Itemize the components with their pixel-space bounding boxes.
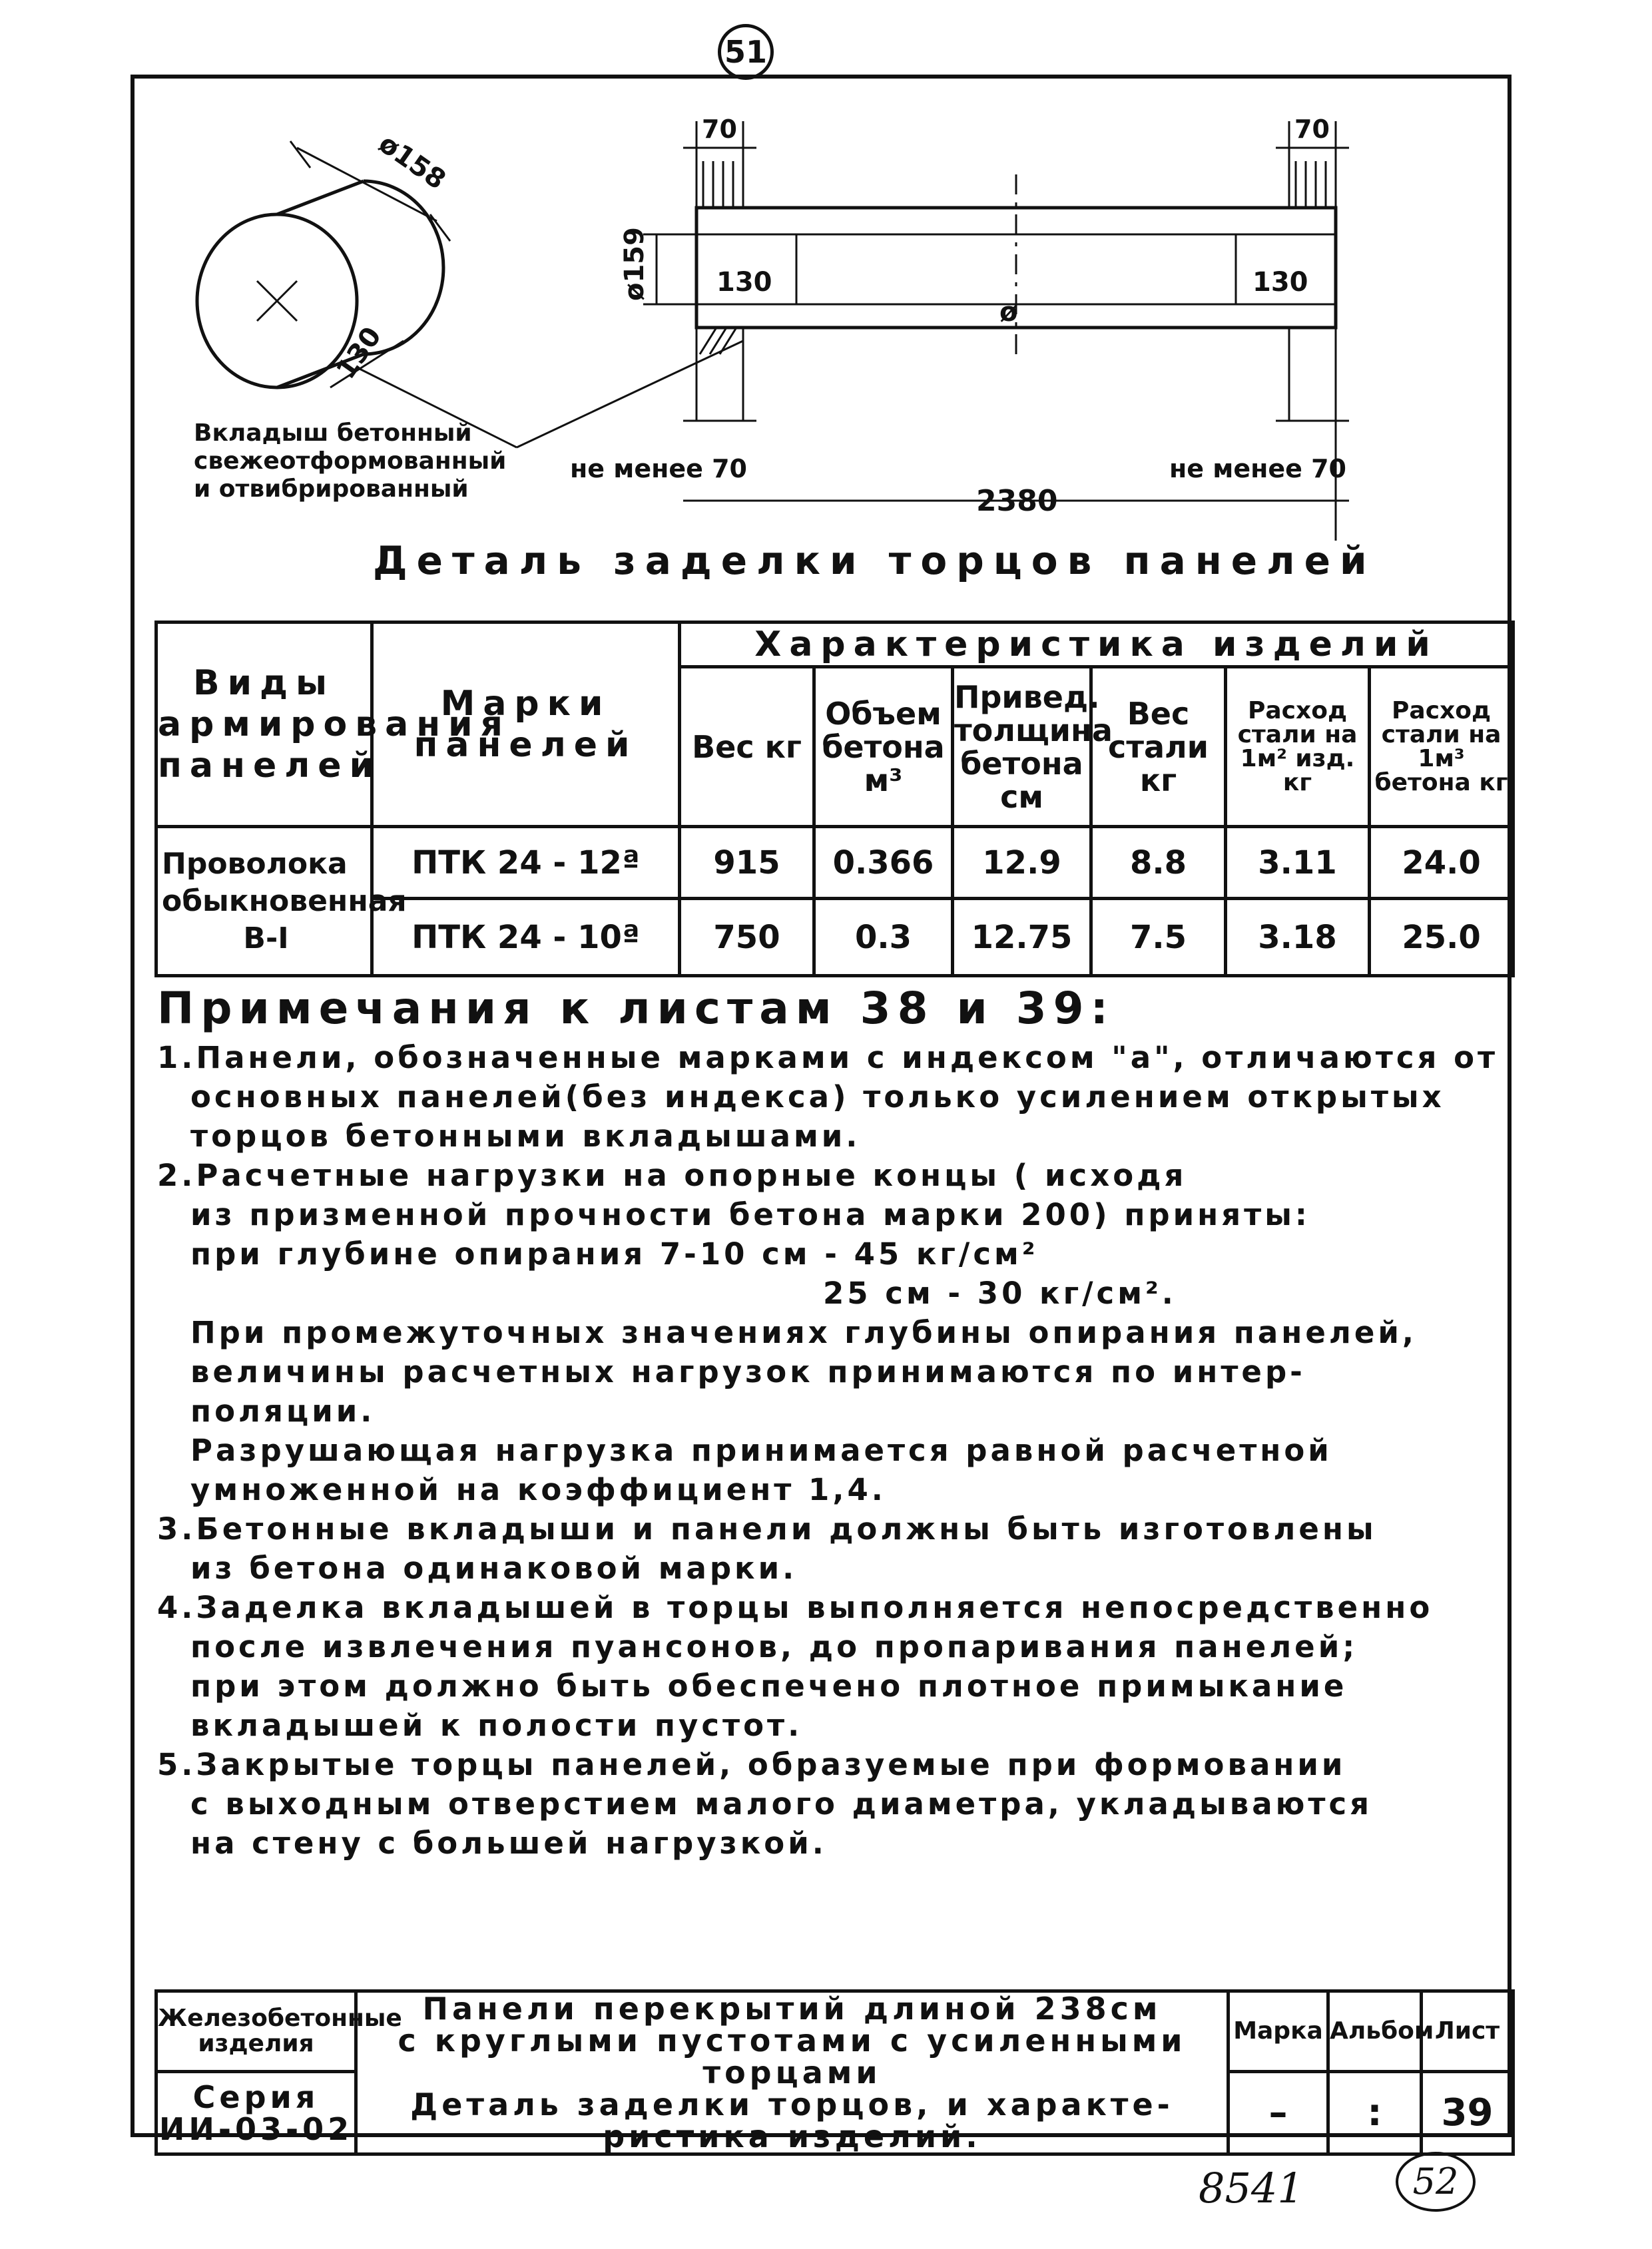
header-concrete-volume: Объем бетона м³ [814,667,953,827]
mark-label: Марка [1229,1991,1328,2072]
note-line: из призменной прочности бетона марки 200) приняты: [190,1197,1310,1232]
min-right-label: не менее 70 [1169,454,1346,483]
header-steel-per-m2: Расход стали на 1м² изд. кг [1226,667,1370,827]
steel-weight-value: 8.8 [1091,827,1226,899]
cylinder-length-label: 130 [330,321,388,385]
notes-section [157,983,1499,1863]
series-label: Серия [192,2079,320,2115]
callout-line-2: свежеотформованный [194,447,507,475]
dim-top-right: 70 [1294,115,1330,144]
album-label: Альбом [1328,1991,1422,2072]
callout-line-3: и отвибрированный [194,475,469,503]
note-line: вкладышей к полости пустот. [190,1708,803,1743]
header-reduced-thickness: Привед. толщина бетона см [953,667,1091,827]
title-line-3: Деталь заделки торцов, и характе- [410,2087,1174,2123]
header-weight: Вес кг [680,667,814,827]
diameter-mark: ø [999,297,1018,328]
panel-end-detail-drawing [131,75,1512,554]
group-header-characteristics: Характеристика изделий [680,623,1514,667]
concrete-volume-value: 0.3 [814,899,953,976]
steel-weight-value: 7.5 [1091,899,1226,976]
steel-per-m2-value: 3.11 [1226,827,1370,899]
product-characteristics-table [154,621,1515,977]
note-line: 1.Панели, обозначенные марками с индексом "а", отличаются от [157,1040,1499,1075]
cylinder-diameter-label: ø158 [373,128,451,196]
mark-value: – [1229,2072,1328,2154]
note-line: из бетона одинаковой марки. [190,1551,798,1586]
reinforcement-type-line-2: обыкновенная [162,883,407,918]
insert-right-label: 130 [1252,267,1308,298]
length-label: 2380 [976,484,1058,518]
weight-value: 750 [680,899,814,976]
col-panel-marks: Марки панелей [372,623,680,827]
title-block-title [356,1991,1229,2154]
insert-left-label: 130 [716,267,772,298]
note-line: умноженной на коэффициент 1,4. [190,1472,886,1507]
note-line: после извлечения пуансонов, до пропаривания панелей; [190,1629,1358,1664]
note-line: торцов бетонными вкладышами. [190,1119,861,1154]
weight-value: 915 [680,827,814,899]
note-line: при этом должно быть обеспечено плотное примыкание [190,1668,1348,1704]
panel-mark: ПТК 24 - 12ª [372,827,680,899]
col-reinforcement-types: Виды армирования панелей [156,623,372,827]
header-steel-per-m3: Расход стали на 1м³ бетона кг [1370,667,1514,827]
notes-heading: Примечания к листам 38 и 39: [157,983,1115,1034]
steel-per-m3-value: 24.0 [1370,827,1514,899]
page-number: 51 [718,24,774,80]
reinforcement-type-line-3: В-I [243,921,289,955]
title-line-2: с круглыми пустотами с усиленными торцами [398,2023,1187,2091]
series-info [156,2072,356,2154]
title-block [154,1989,1515,2156]
note-line: 3.Бетонные вкладыши и панели должны быть изготовлены [157,1511,1377,1547]
title-block-category: Железобетонные изделия [156,1991,356,2072]
reinforcement-type-line-1: Проволока [162,846,348,881]
reduced-thickness-value: 12.75 [953,899,1091,976]
note-line: Разрушающая нагрузка принимается равной расчетной [190,1433,1332,1468]
note-line: с выходным отверстием малого диаметра, укладываются [190,1786,1373,1822]
panel-mark: ПТК 24 - 10ª [372,899,680,976]
reduced-thickness-value: 12.9 [953,827,1091,899]
title-line-4: ристика изделий. [603,2119,981,2154]
note-line: 2.Расчетные нагрузки на опорные концы ( исходя [157,1158,1187,1193]
note-line: При промежуточных значениях глубины опирания панелей, [190,1315,1417,1350]
note-line: на стену с большей нагрузкой. [190,1826,827,1861]
reinforcement-type [156,827,407,976]
concrete-volume-value: 0.366 [814,827,953,899]
note-line: 5.Закрытые торцы панелей, образуемые при формовании [157,1747,1346,1782]
note-line: основных панелей(без индекса) только усилением открытых [190,1079,1445,1115]
panel-diameter-label: ø159 [619,227,650,301]
note-line: поляции. [190,1393,376,1429]
album-value: : [1328,2072,1422,2154]
series-value: ИИ-03-02 [158,2111,354,2147]
note-line: при глубине опирания 7-10 см - 45 кг/см² [190,1236,1039,1272]
note-line: 4.Заделка вкладышей в торцы выполняется непосредственно [157,1590,1434,1625]
min-left-label: не менее 70 [570,454,747,483]
title-line-1: Панели перекрытий длиной 238см [422,1991,1162,2027]
sheet-value: 39 [1422,2072,1514,2154]
note-line: 25 см - 30 кг/см². [823,1276,1177,1311]
steel-per-m2-value: 3.18 [1226,899,1370,976]
sheet-label: Лист [1422,1991,1514,2072]
header-steel-weight: Вес стали кг [1091,667,1226,827]
note-line: величины расчетных нагрузок принимаются по интер- [190,1354,1306,1389]
handwritten-number: 8541 [1199,2164,1304,2212]
steel-per-m3-value: 25.0 [1370,899,1514,976]
circled-number: 52 [1396,2152,1476,2212]
table-row [156,827,1514,899]
drawing-caption: Деталь заделки торцов панелей [373,538,1376,583]
dim-top-left: 70 [702,115,737,144]
callout-line-1: Вкладыш бетонный [194,419,472,447]
